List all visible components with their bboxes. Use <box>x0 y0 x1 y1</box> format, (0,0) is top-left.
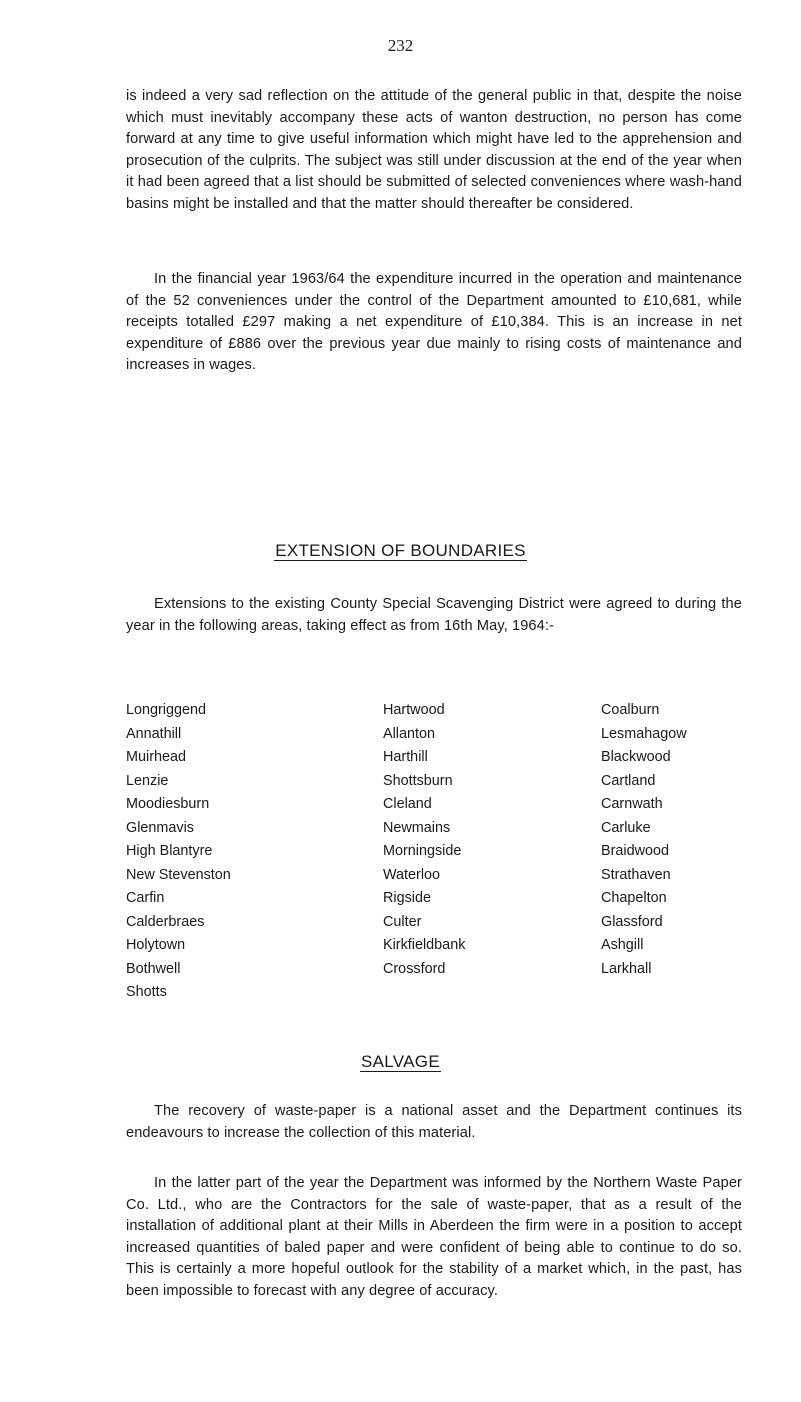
area-name: Allanton <box>383 725 436 742</box>
area-name: High Blantyre <box>126 843 213 859</box>
area-name: Carluke <box>601 819 651 836</box>
area-name: Lenzie <box>126 772 169 789</box>
area-name: Longriggend <box>126 702 207 718</box>
area-name: Bothwell <box>126 960 181 977</box>
area-name: Ashgill <box>601 937 644 953</box>
area-name: Larkhall <box>601 960 652 977</box>
area-name: Glenmavis <box>126 819 194 836</box>
area-name: Blackwood <box>601 749 671 765</box>
area-name: Holytown <box>126 937 186 953</box>
area-name: Calderbraes <box>126 913 205 930</box>
area-name: Glassford <box>601 913 663 930</box>
heading-salvage <box>0 1052 801 1072</box>
area-name: Annathill <box>126 725 182 742</box>
area-name: New Stevenston <box>126 866 231 883</box>
area-name: Braidwood <box>601 843 669 859</box>
area-list-column-3 <box>601 699 687 981</box>
heading-extension-of-boundaries <box>0 541 801 561</box>
area-list-column-2 <box>383 699 465 981</box>
area-name: Morningside <box>383 843 462 859</box>
area-name: Cartland <box>601 772 656 789</box>
area-name: Rigside <box>383 890 431 906</box>
area-name: Newmains <box>383 819 451 836</box>
area-name: Waterloo <box>383 866 441 883</box>
heading-extension-text: EXTENSION OF BOUNDARIES <box>275 541 526 560</box>
area-name: Lesmahagow <box>601 725 687 742</box>
area-name: Cleland <box>383 796 432 812</box>
area-name: Shottsburn <box>383 772 453 789</box>
area-name: Chapelton <box>601 890 667 906</box>
area-name: Carnwath <box>601 796 663 812</box>
area-name: Crossford <box>383 960 446 977</box>
area-name: Strathaven <box>601 866 671 883</box>
area-name: Hartwood <box>383 702 445 718</box>
heading-salvage-text: SALVAGE <box>361 1052 440 1071</box>
area-name: Carfin <box>126 890 165 906</box>
area-name: Muirhead <box>126 749 186 765</box>
area-name: Culter <box>383 913 422 930</box>
paragraph-expenditure: In the financial year 1963/64 the expenditure incurred in the operation and maintenance of the 52 conveniences under the control of the Department amounted to £10,681, while receipts totalled £297 making a net expenditure of £10,384. This is an increase in net expenditure of £886 over the previous year due mainly to rising costs of maintenance and increases in wages. <box>126 271 742 374</box>
paragraph-waste-paper: The recovery of waste-paper is a national asset and the Department continues its endeavours to increase the collection of this material. <box>126 1103 742 1141</box>
area-name: Coalburn <box>601 702 660 718</box>
paragraph-vandalism: is indeed a very sad reflection on the attitude of the general public in that, despite the noise which must inevitably accompany these acts of wanton destruction, no person has come forward at any time to give useful information which might have led to the apprehension and prosecution of the culprits. The subject was still under discussion at the end of the year when it had been agreed that a list should be submitted of selected conveniences where wash-hand basins might be installed and that the matter should thereafter be considered. <box>126 88 742 212</box>
area-name: Moodiesburn <box>126 796 210 812</box>
page-number: 232 <box>387 36 414 55</box>
area-name: Shotts <box>126 984 167 1000</box>
paragraph-northern-waste-paper: In the latter part of the year the Department was informed by the Northern Waste Paper Co. Ltd., who are the Contractors for the sale of waste-paper, that as a result of the installation of additional plant at their Mills in Aberdeen the firm were in a position to accept increased quantities of baled paper and were confident of being able to continue to do so. This is certainly a more hopeful outlook for the stability of a market which, in the past, has been impossible to forecast with any degree of accuracy. <box>126 1175 742 1299</box>
area-name: Harthill <box>383 749 428 765</box>
area-list-column-1 <box>126 699 231 1005</box>
paragraph-extensions: Extensions to the existing County Special Scavenging District were agreed to during the year in the following areas, taking effect as from 16th May, 1964:- <box>126 596 742 634</box>
area-name: Kirkfieldbank <box>383 937 466 953</box>
